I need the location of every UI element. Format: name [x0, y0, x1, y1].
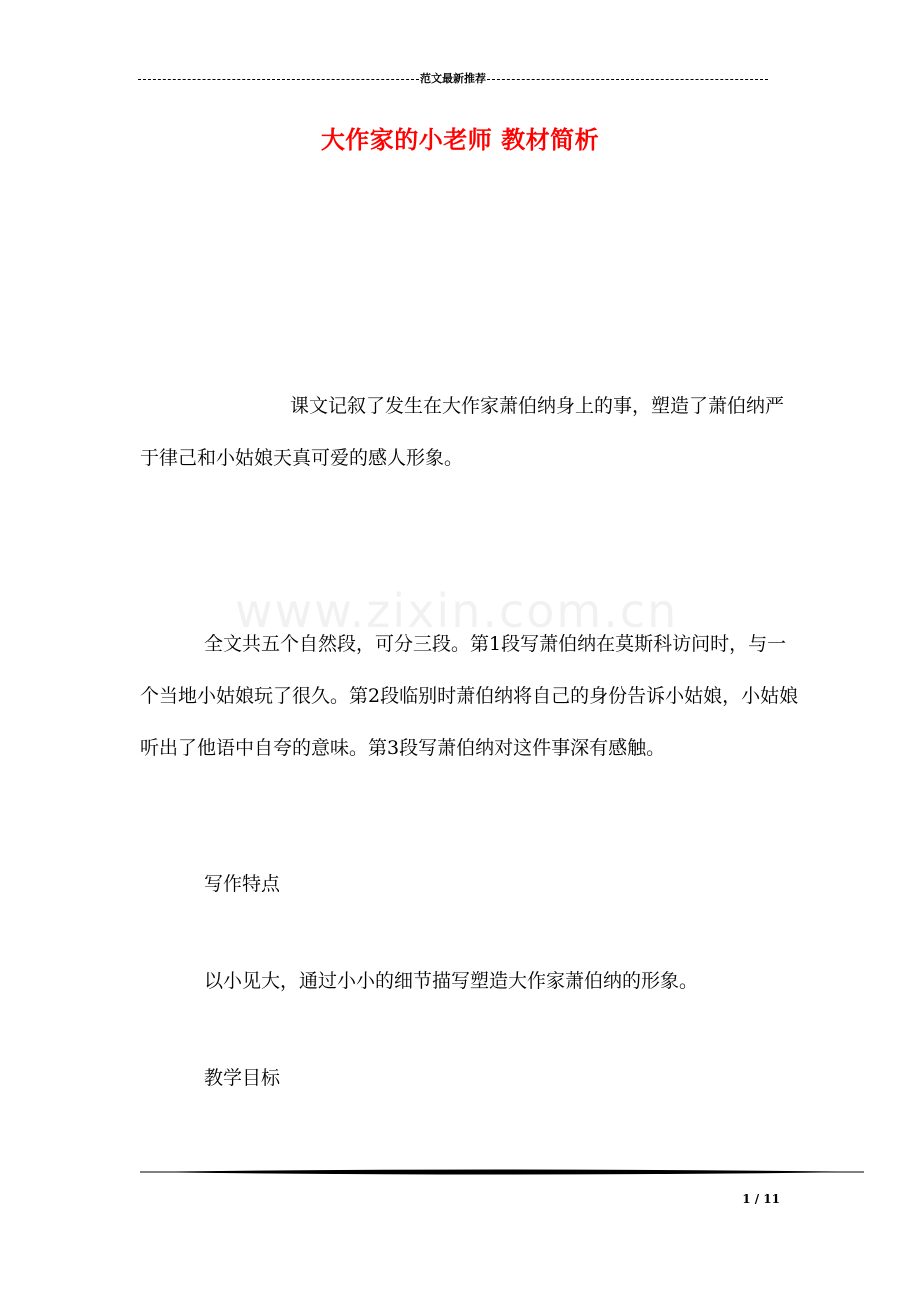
watermark: www.zixin.com.cn — [235, 584, 679, 638]
header-dash-right — [487, 79, 768, 80]
paragraph-structure: 全文共五个自然段，可分三段。第1段写萧伯纳在莫斯科访问时，与一个当地小姑娘玩了很久。第2段临别时萧伯纳将自己的身份告诉小姑娘，小姑娘听出了他语中自夸的意味。第3段写萧伯纳对这件事深有感触。 — [140, 633, 799, 759]
paragraph-writing-features: 以小见大，通过小小的细节描写塑造大作家萧伯纳的形象。 — [204, 970, 699, 992]
document-title: 大作家的小老师 教材简析 — [320, 125, 600, 154]
page-number: 1 / 11 — [742, 1192, 780, 1206]
header-label: 范文最新推荐 — [420, 73, 486, 85]
header-dash-left — [138, 79, 419, 80]
page-header — [138, 68, 768, 88]
section-heading-writing-features: 写作特点 — [204, 873, 281, 895]
section-heading-teaching-goals: 教学目标 — [204, 1067, 281, 1089]
paragraph-summary: 课文记叙了发生在大作家萧伯纳身上的事，塑造了萧伯纳严于律己和小姑娘天真可爱的感人形象。 — [140, 395, 785, 469]
footer-rule — [140, 1164, 864, 1180]
